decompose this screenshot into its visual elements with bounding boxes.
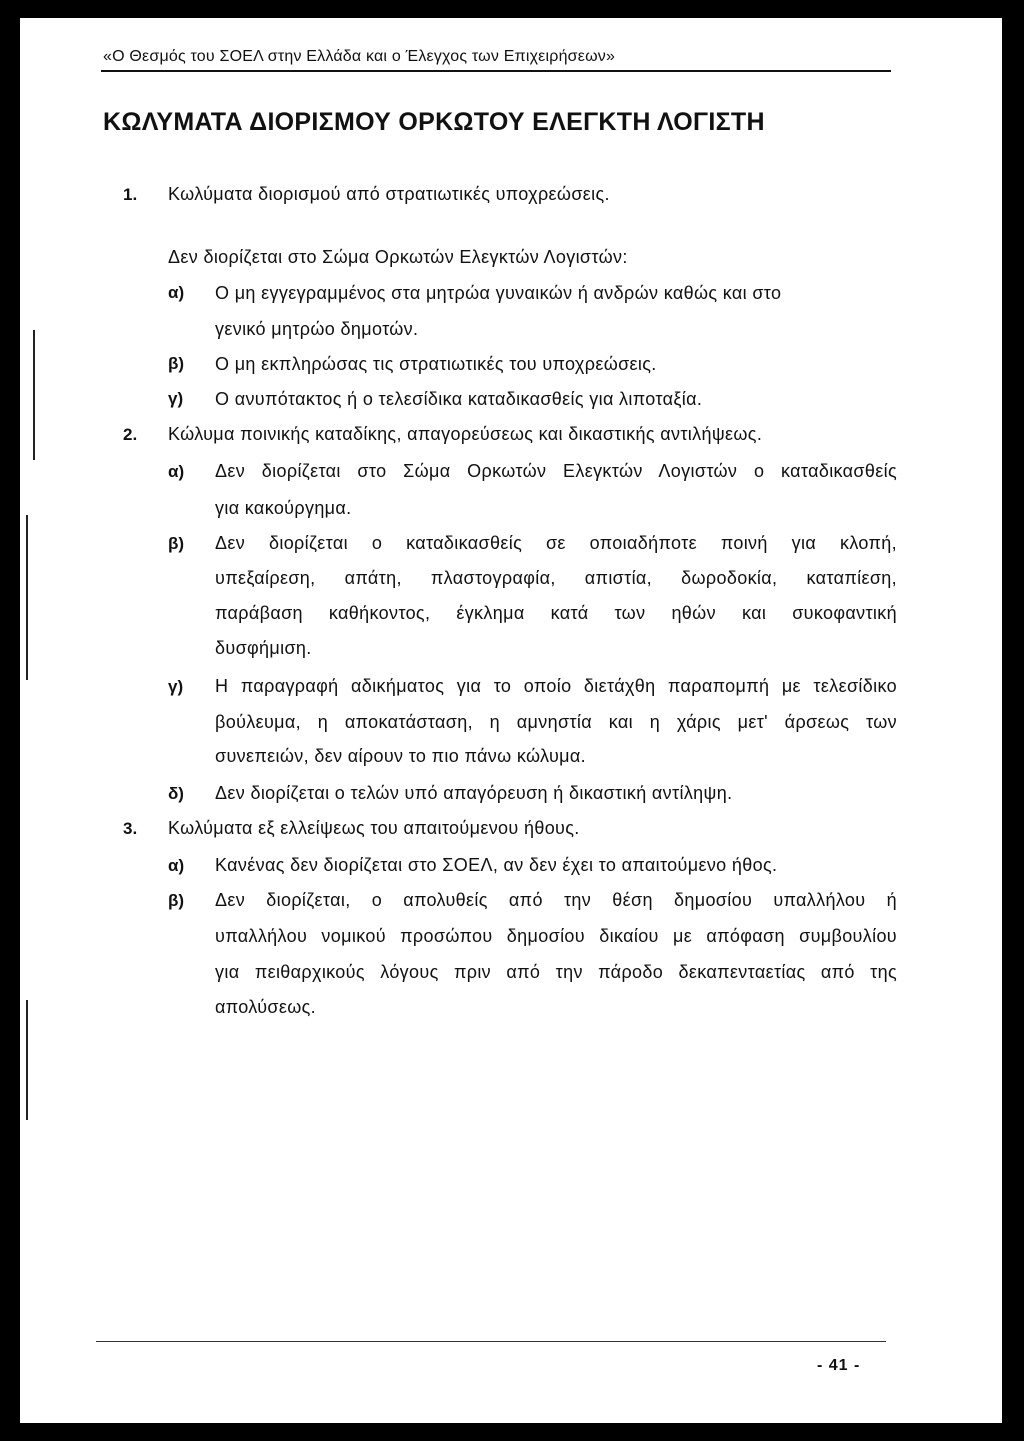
- item-text-line: Δεν διορίζεται ο καταδικασθείς σε οποιαδήποτε ποινή για κλοπή,: [215, 533, 897, 553]
- item-text-line: υπεξαίρεση, απάτη, πλαστογραφία, απιστία, δωροδοκία, καταπίεση,: [215, 568, 897, 588]
- item-marker: β): [168, 891, 185, 910]
- section-heading: Κωλύματα εξ ελλείψεως του απαιτούμενου ήθους.: [168, 818, 580, 838]
- item-text-line: απολύσεως.: [215, 997, 317, 1017]
- item-text-line: Δεν διορίζεται, ο απολυθείς από την θέση δημοσίου υπαλλήλου ή: [215, 890, 897, 910]
- page-number: - 41 -: [817, 1357, 861, 1374]
- section-number: 1.: [123, 185, 138, 204]
- section-intro: Δεν διορίζεται στο Σώμα Ορκωτών Ελεγκτών Λογιστών:: [168, 247, 628, 267]
- item-text-line: Η παραγραφή αδικήματος για το οποίο διετάχθη παραπομπή με τελεσίδικο: [215, 676, 897, 696]
- margin-change-bar: [26, 1000, 28, 1120]
- item-text-line: Ο ανυπότακτος ή ο τελεσίδικα καταδικασθείς για λιποταξία.: [215, 389, 703, 409]
- section-heading: Κώλυμα ποινικής καταδίκης, απαγορεύσεως και δικαστικής αντιλήψεως.: [168, 424, 763, 444]
- item-text-line: Κανένας δεν διορίζεται στο ΣΟΕΛ, αν δεν έχει το απαιτούμενο ήθος.: [215, 855, 778, 875]
- item-text-line: υπαλλήλου νομικού προσώπου δημοσίου δικαίου με απόφαση συμβουλίου: [215, 926, 897, 946]
- footer-rule: [96, 1341, 886, 1342]
- item-marker: α): [168, 283, 185, 302]
- item-marker: α): [168, 462, 185, 481]
- item-text-line: βούλευμα, η αποκατάσταση, η αμνηστία και η χάρις μετ' άρσεως των: [215, 712, 897, 732]
- item-marker: β): [168, 534, 185, 553]
- page-title: ΚΩΛΥΜΑΤΑ ΔΙΟΡΙΣΜΟΥ ΟΡΚΩΤΟΥ ΕΛΕΓΚΤΗ ΛΟΓΙΣΤΗ: [103, 108, 765, 136]
- header-rule: [101, 70, 891, 72]
- item-marker: γ): [168, 389, 184, 408]
- item-text-line: δυσφήμιση.: [215, 638, 312, 658]
- item-text-line: Ο μη εγγεγραμμένος στα μητρώα γυναικών ή ανδρών καθώς και στο: [215, 283, 782, 303]
- section-number: 2.: [123, 425, 138, 444]
- running-header: «Ο Θεσμός του ΣΟΕΛ στην Ελλάδα και ο Έλεγχος των Επιχειρήσεων»: [103, 48, 616, 65]
- section-heading: Κωλύματα διορισμού από στρατιωτικές υποχρεώσεις.: [168, 184, 610, 204]
- item-text-line: γενικό μητρώο δημοτών.: [215, 319, 419, 339]
- item-text-line: Δεν διορίζεται ο τελών υπό απαγόρευση ή δικαστική αντίληψη.: [215, 783, 733, 803]
- item-text-line: παράβαση καθήκοντος, έγκλημα κατά των ηθών και συκοφαντική: [215, 603, 897, 623]
- item-marker: β): [168, 354, 185, 373]
- item-marker: α): [168, 856, 185, 875]
- item-text-line: Δεν διορίζεται στο Σώμα Ορκωτών Ελεγκτών Λογιστών ο καταδικασθείς: [215, 461, 897, 481]
- item-text-line: συνεπειών, δεν αίρουν το πιο πάνω κώλυμα.: [215, 746, 586, 766]
- item-marker: γ): [168, 677, 184, 696]
- margin-change-bar: [26, 515, 28, 680]
- item-text-line: Ο μη εκπληρώσας τις στρατιωτικές του υποχρεώσεις.: [215, 354, 657, 374]
- margin-change-bar: [33, 330, 35, 460]
- item-text-line: για κακούργημα.: [215, 498, 352, 518]
- item-marker: δ): [168, 784, 184, 803]
- item-text-line: για πειθαρχικούς λόγους πριν από την πάροδο δεκαπενταετίας από της: [215, 962, 897, 982]
- section-number: 3.: [123, 819, 138, 838]
